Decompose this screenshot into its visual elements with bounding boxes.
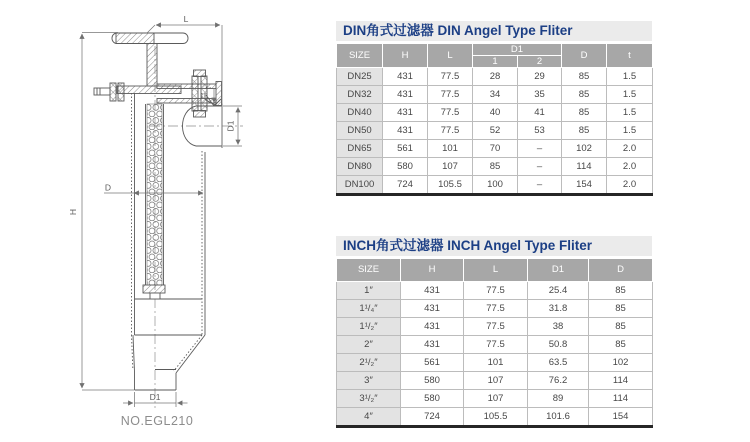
value-cell: 35 [518,86,562,104]
filter-technical-drawing [0,0,330,442]
size-cell: 3¹/₂″ [337,390,401,408]
value-cell: 2.0 [607,158,653,176]
table-row [337,176,653,195]
column-header-d1-2: 2 [518,56,562,68]
value-cell: 77.5 [428,86,473,104]
din-table [336,43,653,196]
value-cell: 114 [562,158,607,176]
inch-table [336,258,653,428]
value-cell: 105.5 [464,408,528,427]
size-cell: 1″ [337,282,401,300]
value-cell: 77.5 [464,336,528,354]
value-cell: 85 [562,104,607,122]
table-row [337,140,653,158]
inch-table-title: INCH角式过滤器 INCH Angel Type Fliter [336,236,652,256]
value-cell: 1.5 [607,68,653,86]
value-cell: 101.6 [528,408,589,427]
column-header-h: H [383,44,428,68]
size-cell: 1¹/₂″ [337,318,401,336]
inch-table-body [337,282,653,427]
value-cell: 114 [589,390,653,408]
size-cell: DN80 [337,158,383,176]
table-row [337,408,653,427]
value-cell: 1.5 [607,86,653,104]
inch-table-header [337,259,653,282]
value-cell: 102 [589,354,653,372]
value-cell: 105.5 [428,176,473,195]
size-cell: 3″ [337,372,401,390]
column-header-d: D [589,259,653,282]
size-cell: 4″ [337,408,401,427]
value-cell: 85 [589,318,653,336]
value-cell: – [518,140,562,158]
value-cell: 724 [401,408,464,427]
filter-body [94,33,222,390]
value-cell: 85 [473,158,518,176]
value-cell: 107 [464,390,528,408]
table-row [337,282,653,300]
column-header-d1: D1 [473,44,562,56]
column-header-size: SIZE [337,44,383,68]
value-cell: 52 [473,122,518,140]
value-cell: 77.5 [428,122,473,140]
value-cell: 2.0 [607,140,653,158]
value-cell: 580 [383,158,428,176]
value-cell: 431 [401,300,464,318]
value-cell: 34 [473,86,518,104]
value-cell: 77.5 [428,68,473,86]
value-cell: 85 [562,86,607,104]
size-cell: DN40 [337,104,383,122]
table-row [337,158,653,176]
value-cell: 114 [589,372,653,390]
value-cell: 724 [383,176,428,195]
din-spec-section [336,21,652,196]
column-header-d1-1: 1 [473,56,518,68]
column-header-d: D [562,44,607,68]
table-row [337,390,653,408]
table-row [337,122,653,140]
column-header-l: L [428,44,473,68]
value-cell: 102 [562,140,607,158]
value-cell: 580 [401,372,464,390]
value-cell: 76.2 [528,372,589,390]
value-cell: 154 [589,408,653,427]
value-cell: 107 [464,372,528,390]
value-cell: 1.5 [607,104,653,122]
size-cell: DN100 [337,176,383,195]
dim-label-d1-side: D1 [225,120,236,132]
dim-label-h: H [68,208,78,216]
value-cell: 431 [401,282,464,300]
value-cell: 2.0 [607,176,653,195]
value-cell: 561 [383,140,428,158]
dim-label-l: L [183,14,189,24]
column-header-size: SIZE [337,259,401,282]
value-cell: 1.5 [607,122,653,140]
value-cell: 85 [589,282,653,300]
din-table-title: DIN角式过滤器 DIN Angel Type Fliter [336,21,652,41]
size-cell: 1¹/₄″ [337,300,401,318]
value-cell: 107 [428,158,473,176]
value-cell: 31.8 [528,300,589,318]
value-cell: 101 [428,140,473,158]
value-cell: 70 [473,140,518,158]
table-row [337,68,653,86]
model-number: NO.EGL210 [120,414,194,428]
din-table-header [337,44,653,68]
value-cell: – [518,158,562,176]
table-row [337,300,653,318]
value-cell: 77.5 [464,318,528,336]
value-cell: 431 [383,104,428,122]
value-cell: 77.5 [428,104,473,122]
dim-label-d: D [104,182,112,193]
column-header-l: L [464,259,528,282]
table-row [337,372,653,390]
size-cell: 2″ [337,336,401,354]
table-row [337,354,653,372]
value-cell: 431 [401,318,464,336]
value-cell: 41 [518,104,562,122]
value-cell: – [518,176,562,195]
value-cell: 85 [589,300,653,318]
value-cell: 63.5 [528,354,589,372]
value-cell: 40 [473,104,518,122]
value-cell: 431 [383,86,428,104]
size-cell: 2¹/₂″ [337,354,401,372]
size-cell: DN25 [337,68,383,86]
value-cell: 431 [383,122,428,140]
column-header-h: H [401,259,464,282]
size-cell: DN50 [337,122,383,140]
value-cell: 53 [518,122,562,140]
value-cell: 50.8 [528,336,589,354]
value-cell: 77.5 [464,300,528,318]
value-cell: 85 [562,68,607,86]
value-cell: 154 [562,176,607,195]
dim-label-t: t [202,86,213,90]
table-row [337,318,653,336]
column-header-d1: D1 [528,259,589,282]
value-cell: 85 [562,122,607,140]
dim-label-d1-bottom: D1 [149,392,161,402]
value-cell: 38 [528,318,589,336]
column-header-t: t [607,44,653,68]
table-row [337,104,653,122]
size-cell: DN65 [337,140,383,158]
value-cell: 77.5 [464,282,528,300]
value-cell: 431 [383,68,428,86]
value-cell: 431 [401,336,464,354]
value-cell: 561 [401,354,464,372]
inch-spec-section [336,236,652,428]
value-cell: 101 [464,354,528,372]
value-cell: 85 [589,336,653,354]
value-cell: 580 [401,390,464,408]
table-row [337,336,653,354]
value-cell: 100 [473,176,518,195]
value-cell: 25.4 [528,282,589,300]
table-row [337,86,653,104]
value-cell: 29 [518,68,562,86]
value-cell: 89 [528,390,589,408]
size-cell: DN32 [337,86,383,104]
value-cell: 28 [473,68,518,86]
din-table-body [337,68,653,195]
